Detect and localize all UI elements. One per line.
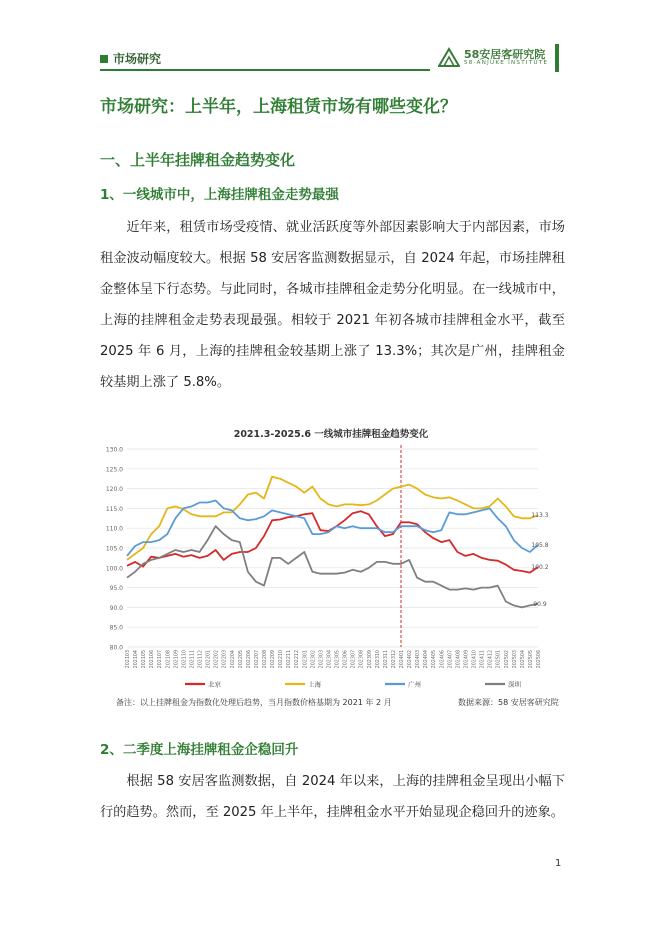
x-tick-label: 202311 bbox=[383, 650, 389, 669]
legend-label: 北京 bbox=[208, 680, 221, 689]
x-tick-label: 202401 bbox=[400, 650, 405, 669]
logo-subtitle: 58·ANJUKE INSTITUTE bbox=[464, 60, 549, 66]
y-tick-label: 115.0 bbox=[105, 505, 123, 513]
x-tick-label: 202103 bbox=[126, 650, 131, 669]
series-end-label: 105.8 bbox=[531, 541, 549, 549]
page-header bbox=[100, 40, 562, 76]
x-tick-label: 202408 bbox=[456, 650, 462, 669]
x-tick-label: 202105 bbox=[142, 650, 148, 669]
y-tick-label: 105.0 bbox=[105, 545, 123, 553]
y-tick-label: 100.0 bbox=[105, 565, 123, 573]
x-tick-label: 202212 bbox=[295, 650, 301, 669]
x-tick-label: 202506 bbox=[537, 650, 542, 669]
y-tick-label: 95.0 bbox=[109, 585, 123, 593]
x-tick-label: 202107 bbox=[158, 650, 164, 669]
page-number: 1 bbox=[555, 858, 562, 869]
x-tick-label: 202312 bbox=[391, 650, 397, 669]
x-tick-label: 202104 bbox=[134, 650, 140, 669]
y-tick-label: 120.0 bbox=[105, 486, 123, 494]
x-tick-label: 202207 bbox=[254, 650, 260, 669]
page-title: 市场研究：上半年，上海租赁市场有哪些变化？ bbox=[100, 97, 457, 117]
x-tick-label: 202308 bbox=[359, 650, 365, 669]
x-tick-label: 202501 bbox=[496, 650, 502, 669]
x-tick-label: 202110 bbox=[182, 650, 188, 669]
header-rule bbox=[100, 69, 430, 71]
legend-label: 广州 bbox=[408, 680, 421, 689]
section-label: 市场研究 bbox=[113, 52, 162, 66]
y-tick-label: 125.0 bbox=[105, 466, 123, 474]
x-tick-label: 202503 bbox=[512, 650, 518, 669]
paragraph-1: 近年来，租赁市场受疫情、就业活跃度等外部因素影响大于内部因素，市场租金波动幅度较大。根据 58 安居客监测数据显示，自 2024 年起，市场挂牌租金整体呈下行态势。与此同时，各城市挂牌租金走势分化明显。在一线城市中，上海的挂牌租金走势表现最强。相较于 2021 年初各城市挂牌租金水平，截至 2025 年 6 月，上海的挂牌租金较基期上涨了 13.3%；其次是广州，挂牌租金较基期上涨了 5.8%。 bbox=[100, 220, 565, 390]
x-tick-label: 202406 bbox=[440, 650, 446, 669]
x-tick-label: 202403 bbox=[416, 650, 422, 669]
x-tick-label: 202108 bbox=[166, 650, 172, 669]
x-tick-label: 202411 bbox=[480, 650, 486, 669]
series-line bbox=[127, 526, 538, 607]
logo-name: 58安居客研究院 bbox=[464, 48, 546, 61]
x-tick-label: 202305 bbox=[335, 650, 341, 669]
series-end-label: 90.9 bbox=[533, 600, 547, 608]
x-tick-label: 202303 bbox=[319, 650, 325, 669]
x-tick-label: 202210 bbox=[279, 650, 285, 669]
y-tick-label: 110.0 bbox=[105, 525, 123, 533]
x-tick-label: 202203 bbox=[222, 650, 228, 669]
x-tick-label: 202505 bbox=[528, 650, 534, 669]
subsection-heading-1: 1、一线城市中，上海挂牌租金走势最强 bbox=[100, 187, 339, 203]
x-tick-label: 202112 bbox=[198, 650, 204, 669]
logo-house-icon bbox=[438, 47, 460, 67]
series-end-label: 113.3 bbox=[531, 512, 549, 520]
y-tick-label: 80.0 bbox=[109, 644, 123, 652]
x-tick-label: 202211 bbox=[287, 650, 293, 669]
x-tick-label: 202109 bbox=[174, 650, 180, 669]
section-heading: 一、上半年挂牌租金趋势变化 bbox=[100, 151, 296, 169]
x-tick-label: 202404 bbox=[424, 650, 430, 669]
x-tick-label: 202204 bbox=[230, 650, 236, 669]
x-tick-label: 202304 bbox=[327, 650, 333, 669]
chart-title: 2021.3-2025.6 一线城市挂牌租金趋势变化 bbox=[233, 429, 429, 440]
x-tick-label: 202202 bbox=[214, 650, 220, 669]
x-tick-label: 202407 bbox=[448, 650, 454, 669]
series-end-label: 100.2 bbox=[531, 564, 549, 572]
x-tick-label: 202206 bbox=[246, 650, 252, 669]
subsection-heading-2: 2、二季度上海挂牌租金企稳回升 bbox=[100, 742, 299, 758]
x-tick-label: 202111 bbox=[190, 650, 196, 669]
legend-label: 上海 bbox=[308, 680, 321, 689]
series-line bbox=[127, 511, 538, 572]
paragraph-2: 根据 58 安居客监测数据，自 2024 年以来，上海的挂牌租金呈现出小幅下行的趋势。然而，至 2025 年上半年，挂牌租金水平开始显现企稳回升的迹象。 bbox=[100, 774, 565, 820]
x-tick-label: 202302 bbox=[311, 650, 317, 669]
legend-label: 深圳 bbox=[508, 680, 521, 689]
x-tick-label: 202306 bbox=[343, 650, 349, 669]
x-tick-label: 202502 bbox=[504, 650, 510, 669]
x-tick-label: 202402 bbox=[408, 650, 414, 669]
x-tick-label: 202309 bbox=[367, 650, 373, 669]
header-square-icon bbox=[100, 55, 108, 63]
x-tick-label: 202409 bbox=[464, 650, 470, 669]
x-tick-label: 202504 bbox=[520, 650, 526, 669]
series-line bbox=[127, 477, 538, 560]
rent-trend-chart bbox=[100, 440, 562, 692]
x-tick-label: 202410 bbox=[472, 650, 478, 669]
x-tick-label: 202201 bbox=[206, 650, 212, 669]
x-tick-label: 202307 bbox=[351, 650, 357, 669]
x-tick-label: 202405 bbox=[432, 650, 438, 669]
x-tick-label: 202208 bbox=[263, 650, 268, 669]
x-tick-label: 202301 bbox=[303, 650, 309, 669]
chart-source: 数据来源：58 安居客研究院 bbox=[458, 698, 559, 707]
x-tick-label: 202205 bbox=[238, 650, 244, 669]
x-tick-label: 202310 bbox=[375, 650, 381, 669]
x-tick-label: 202209 bbox=[271, 650, 277, 669]
y-tick-label: 90.0 bbox=[109, 604, 123, 612]
x-tick-label: 202106 bbox=[150, 650, 156, 669]
header-accent-bar bbox=[555, 44, 559, 72]
y-tick-label: 85.0 bbox=[109, 624, 123, 632]
x-tick-label: 202412 bbox=[488, 650, 494, 669]
chart-note: 备注：以上挂牌租金为指数化处理后趋势，当月指数价格基期为 2021 年 2 月 bbox=[116, 698, 392, 707]
y-tick-label: 130.0 bbox=[105, 446, 123, 454]
